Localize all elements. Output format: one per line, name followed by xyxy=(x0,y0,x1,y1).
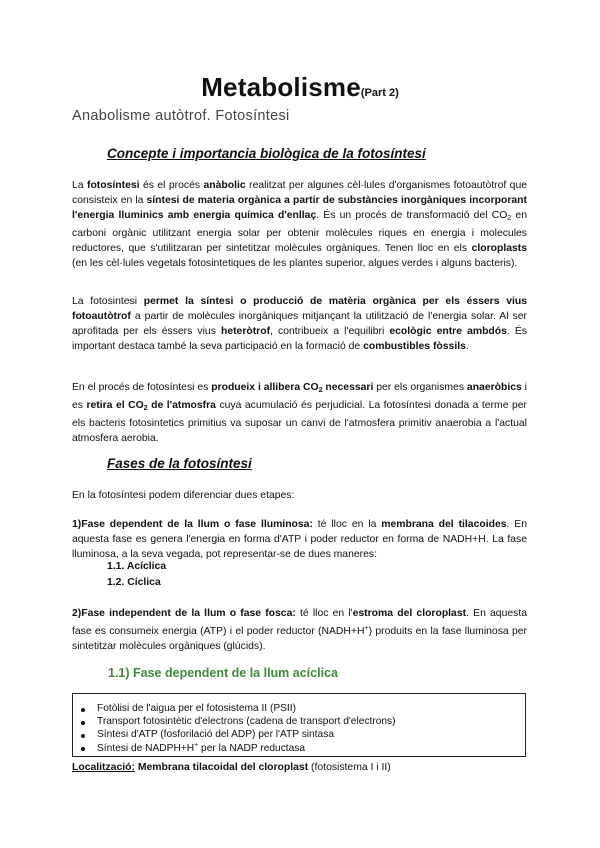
list-item: Transport fotosintètic d'electrons (cadena de transport d'electrons) xyxy=(97,716,396,727)
bullet-box xyxy=(72,693,526,757)
bullet-icon xyxy=(81,708,85,712)
paragraph-importancia: La fotosintesi permet la síntesi o producció de matèria orgànica per els éssers vius fotoautòtrof a partir de molècules inorgàniques mitjançant la utilització de l'energia solar. Al ser aprofitada per els éssers vius heteròtrof, contribueix a l'equilibri ecològic entre ambdós. És important destaca també la seva participació en la formació de combustibles fòssils. xyxy=(72,296,527,352)
title-row xyxy=(0,72,600,103)
paragraph-fase-fosca: 2)Fase independent de la llum o fase fosca: té lloc en l'estroma del cloroplast. En aquesta fase es consumeix energia (ATP) i el poder reductor (NADH+H+) produits en la fase lluminosa per sintetitzar molècules orgàniques (glúcids). xyxy=(72,608,527,652)
list-item: Fotòlisi de l'aigua per el fotosistema II (PSII) xyxy=(97,703,296,714)
localitzacio-line: Localització: Membrana tilacoidal del cloroplast (fotosistema I i II) xyxy=(72,762,391,773)
page-title: Metabolisme xyxy=(201,72,361,102)
section-heading-concepte: Concepte i importancia biològica de la fotosíntesi xyxy=(107,146,426,161)
bullet-icon xyxy=(81,747,85,751)
section-heading-fases: Fases de la fotosíntesi xyxy=(107,456,252,471)
list-item: Síntesi d'ATP (fosforilació del ADP) per l'ATP sintasa xyxy=(97,729,334,740)
bullet-icon xyxy=(81,734,85,738)
section-heading-aciclica: 1.1) Fase dependent de la llum acíclica xyxy=(108,666,338,680)
paragraph-fase-lluminosa: 1)Fase dependent de la llum o fase lluminosa: té lloc en la membrana del tilacoides. En aquesta fase es genera l'energia en forma d'ATP i poder reductor en forma de NADH+H. La fase lluminosa, a la seva vegada, pot representar-se de dues maneres: xyxy=(72,519,527,560)
paragraph-fotosintesi-definition: La fotosíntesi és el procés anàbolic realitzat per algunes cèl·lules d'organismes fotoautòtrof que consisteix en la síntesi de materia orgànica a partir de substàncies inorgàniques incorporant l'energia lluminics amb energia química d'enllaç. És un procés de transformació del $CO_2$ en carboni orgànic utilitzant energia solar per obtenir molècules riques en energia i molecules reductores, que s'utilitzaran per sintetitzar molècules orgàniques. Tenen lloc en els cloroplasts (en les cèl·lules vegetals fotosintetiques de les plantes superior, algues verdes i alguns bacteris). xyxy=(72,180,527,269)
list-item-aciclica: 1.1. Acíclica xyxy=(107,561,167,572)
list-item-ciclica: 1.2. Cíclica xyxy=(107,577,161,588)
page-subtitle: Anabolisme autòtrof. Fotosíntesi xyxy=(72,108,290,124)
paragraph-co2: En el procés de fotosíntesi es produeix i allibera $CO_2$ necessari per els organismes anaeròbics i es retira el $CO_2$ de l'atmosfra cuya acumulació és perjudicial. La fotosíntesi donada a terme per els bacteris fotosintetics primitius va suposar un canvi de l'atmosfera primitiv anaerobia a l'actual atmosfera aerobia. xyxy=(72,382,527,444)
title-part-label: (Part 2) xyxy=(360,87,399,99)
list-item: Síntesi de NADPH+H+ per la NADP reductasa xyxy=(97,742,305,754)
paragraph-fases-intro: En la fotosíntesi podem diferenciar dues etapes: xyxy=(72,490,295,501)
bullet-icon xyxy=(81,721,85,725)
